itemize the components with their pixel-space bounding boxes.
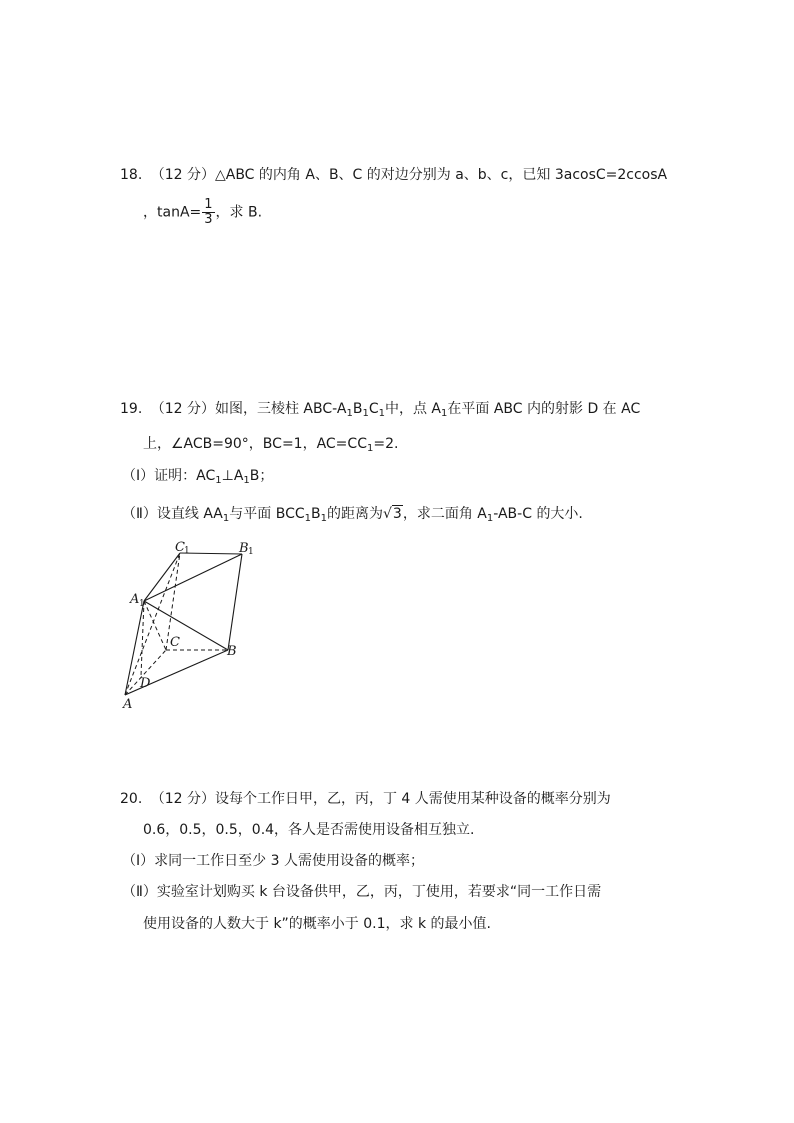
label-C1: C [175, 540, 185, 555]
label-A1-sub: 1 [139, 599, 145, 609]
q19-part2-a: 设直线 AA [156, 506, 223, 522]
sub: 1 [243, 475, 250, 486]
label-A1: A [130, 592, 140, 607]
label-A: A [123, 697, 133, 712]
label-B1-sub: 1 [248, 547, 254, 557]
sub: 1 [378, 408, 385, 419]
edge-B-B1 [228, 554, 242, 650]
q19-stem-c: C [368, 401, 379, 417]
q19-stem-b: B [352, 401, 363, 417]
sqrt-sign: √ [382, 506, 392, 522]
q19-part2-d: 的距离为 [326, 506, 383, 522]
label-C: C [170, 635, 180, 650]
q19-part1-a: 证明：AC [154, 468, 216, 484]
q18-line2 [143, 198, 262, 227]
q19-part1 [122, 466, 273, 486]
sub: 1 [346, 408, 353, 419]
q19-score: （12 分） [150, 401, 215, 417]
q18-fraction [202, 198, 214, 227]
sub: 1 [362, 408, 369, 419]
sub: 1 [222, 513, 230, 524]
sub: 1 [215, 475, 222, 486]
sub: 1 [441, 408, 448, 419]
q18-number: 18. [120, 167, 143, 183]
q20-part2-mark: （Ⅱ） [122, 884, 157, 900]
sub: 1 [486, 513, 494, 524]
sub: 1 [320, 513, 327, 524]
hidden-A1-C [144, 601, 166, 650]
label-B1: B [239, 541, 249, 556]
q18-frac-den: 3 [204, 212, 213, 227]
q19-number: 19. [120, 401, 143, 417]
q20-line2: 0.6，0.5，0.5，0.4，各人是否需使用设备相互独立. [143, 822, 475, 838]
q20-line1 [120, 789, 611, 809]
q19-part2-c: B [311, 506, 321, 522]
q19-part1-mark: （Ⅰ） [122, 468, 155, 484]
edge-A1-B [144, 601, 228, 650]
q20-stem: 设每个工作日甲，乙，丙，丁 4 人需使用某种设备的概率分别为 [214, 791, 611, 807]
label-C1-sub: 1 [184, 546, 190, 556]
q19-part2-b: 与平面 BCC [229, 506, 305, 522]
q19-part1-c: B； [249, 468, 274, 484]
label-D: D [140, 676, 151, 691]
q20-part1-mark: （Ⅰ） [122, 853, 155, 869]
edge-A1-B1 [144, 554, 242, 601]
label-B: B [227, 644, 237, 659]
q18-tan-text: ，tanA= [143, 204, 202, 221]
q19-part2-f: -AB-C 的大小. [493, 506, 583, 522]
q20-score: （12 分） [150, 791, 215, 807]
q18-frac-num: 1 [204, 197, 213, 212]
q18-score: （12 分） [150, 167, 215, 183]
prism-figure [115, 535, 285, 715]
q19-stem-e: 在平面 ABC 内的射影 D 在 AC [447, 401, 641, 417]
sub: 1 [304, 513, 311, 524]
q19-part2-e: ，求二面角 A [402, 506, 487, 522]
q19-part2 [122, 504, 583, 524]
q19-line2-b: =2. [373, 436, 399, 452]
q20-part2 [122, 882, 601, 902]
q20-part2-line2: 使用设备的人数大于 k”的概率小于 0.1，求 k 的最小值. [143, 916, 491, 932]
q19-part1-b: ⊥A [221, 468, 244, 484]
sqrt-radicand: 3 [392, 506, 402, 522]
sub: 1 [366, 443, 374, 454]
sqrt-3 [383, 504, 403, 524]
q18-tail: ，求 B. [215, 204, 263, 221]
q19-line1 [120, 399, 640, 419]
q19-line2-a: 上，∠ACB=90°，BC=1，AC=CC [143, 436, 367, 452]
q18-stem: △ABC 的内角 A、B、C 的对边分别为 a、b、c，已知 3acosC=2ccosA [214, 167, 668, 183]
q20-part1-text: 求同一工作日至少 3 人需使用设备的概率； [154, 853, 424, 869]
q20-number: 20. [120, 791, 143, 807]
q19-stem-d: 中，点 A [384, 401, 442, 417]
q19-stem-a: 如图，三棱柱 ABC-A [214, 401, 347, 417]
q19-part2-mark: （Ⅱ） [122, 506, 157, 522]
q19-line2 [143, 434, 398, 454]
q20-part2-text: 实验室计划购买 k 台设备供甲，乙，丙，丁使用，若要求“同一工作日需 [156, 884, 602, 900]
q20-part1 [122, 851, 424, 871]
q18-line1 [120, 165, 667, 185]
hidden-A-C1 [125, 553, 180, 695]
